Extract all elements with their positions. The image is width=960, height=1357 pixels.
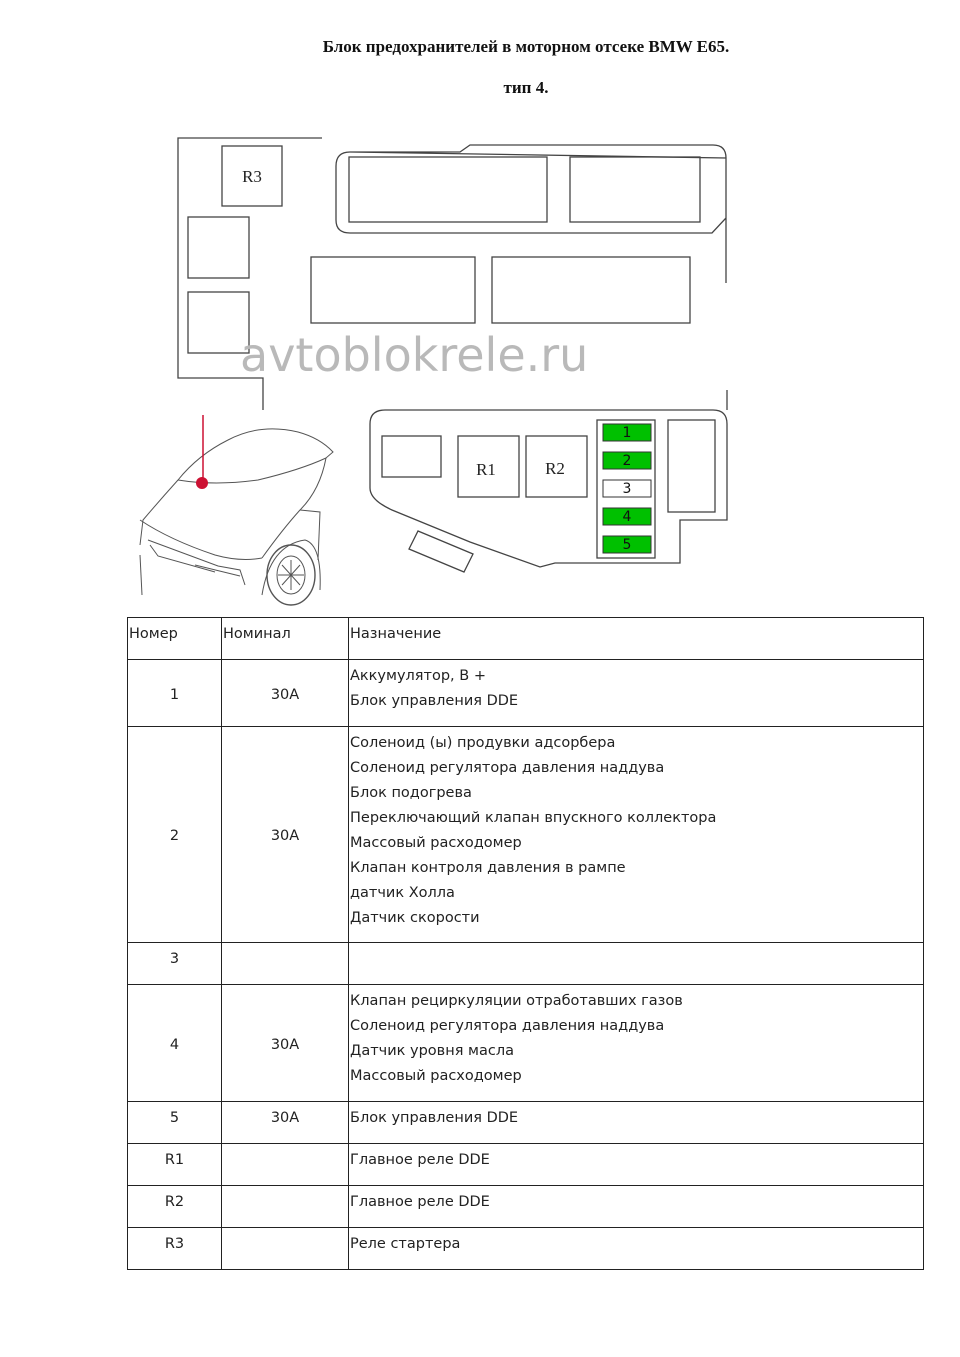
purpose-line: Клапан контроля давления в рампе (350, 860, 626, 876)
fuse-box-diagram (0, 0, 960, 610)
socket-left-1 (188, 217, 249, 278)
page-subtitle: тип 4. (503, 78, 549, 97)
purpose-line: датчик Холла (350, 885, 455, 901)
cell-rating: 30A (222, 1102, 349, 1144)
cell-purpose (349, 1228, 924, 1270)
page-title: Блок предохранителей в моторном отсеке BMW E65. (322, 37, 730, 56)
cell-number: R2 (128, 1186, 222, 1228)
socket-tilted (409, 531, 473, 572)
relay-label-r3: R3 (242, 167, 262, 186)
table-row (128, 660, 924, 727)
cell-number: 1 (128, 660, 222, 727)
car-sketch (140, 429, 333, 605)
table-header-row (128, 618, 924, 660)
socket-bottom-left (382, 436, 441, 477)
purpose-line: Соленоид регулятора давления наддува (350, 1018, 665, 1034)
purpose-line: Соленоид (ы) продувки адсорбера (350, 735, 616, 751)
table-row (128, 727, 924, 943)
marker-dot (196, 477, 208, 489)
cell-number: R1 (128, 1144, 222, 1186)
table-row (128, 1102, 924, 1144)
header-purpose: Назначение (349, 618, 924, 660)
cell-number: 5 (128, 1102, 222, 1144)
cell-rating (222, 1144, 349, 1186)
relay-label-r2: R2 (545, 459, 565, 478)
purpose-line: Аккумулятор, B + (350, 668, 486, 684)
cell-purpose (349, 1144, 924, 1186)
purpose-line: Главное реле DDE (350, 1152, 490, 1168)
cell-rating: 30A (222, 660, 349, 727)
table-row (128, 943, 924, 985)
cell-purpose (349, 660, 924, 727)
fuse-label-2: 2 (622, 453, 632, 469)
housing-bottom (370, 410, 727, 567)
cell-rating (222, 1186, 349, 1228)
cell-purpose (349, 1102, 924, 1144)
cell-rating: 30A (222, 727, 349, 943)
cell-number: 4 (128, 985, 222, 1102)
purpose-line: Датчик скорости (350, 910, 480, 926)
header-number: Номер (128, 618, 222, 660)
cell-purpose (349, 1186, 924, 1228)
fuse-label-4: 4 (622, 509, 632, 525)
purpose-line: Переключающий клапан впускного коллектора (350, 810, 717, 826)
socket-top-2 (570, 157, 700, 222)
header-rating: Номинал (222, 618, 349, 660)
relay-label-r1: R1 (476, 460, 496, 479)
purpose-line: Блок управления DDE (350, 693, 519, 709)
purpose-line: Соленоид регулятора давления наддува (350, 760, 665, 776)
cell-number: 3 (128, 943, 222, 985)
cell-rating: 30A (222, 985, 349, 1102)
cell-rating (222, 943, 349, 985)
socket-mid-2 (492, 257, 690, 323)
table-row (128, 1186, 924, 1228)
purpose-line: Датчик уровня масла (350, 1043, 514, 1059)
socket-mid-1 (311, 257, 475, 323)
cell-purpose (349, 943, 924, 985)
socket-right (668, 420, 715, 512)
purpose-line: Массовый расходомер (350, 835, 522, 851)
purpose-line: Массовый расходомер (350, 1068, 522, 1084)
purpose-line: Блок управления DDE (350, 1110, 519, 1126)
purpose-line: Главное реле DDE (350, 1194, 490, 1210)
cell-rating (222, 1228, 349, 1270)
cell-purpose (349, 985, 924, 1102)
fuse-label-1: 1 (622, 425, 632, 441)
cell-number: 2 (128, 727, 222, 943)
fuse-label-5: 5 (622, 537, 632, 553)
purpose-line: Блок подогрева (350, 785, 472, 801)
purpose-line: Клапан рециркуляции отработавших газов (350, 993, 683, 1009)
table-row (128, 1144, 924, 1186)
purpose-line: Реле стартера (350, 1236, 461, 1252)
cell-purpose (349, 727, 924, 943)
fuse-table (127, 617, 924, 1270)
watermark: avtoblokrele.ru (240, 328, 589, 382)
fuse-label-3: 3 (622, 481, 632, 497)
housing-top (336, 145, 726, 283)
socket-top-1 (349, 157, 547, 222)
table-row (128, 1228, 924, 1270)
table-row (128, 985, 924, 1102)
cell-number: R3 (128, 1228, 222, 1270)
